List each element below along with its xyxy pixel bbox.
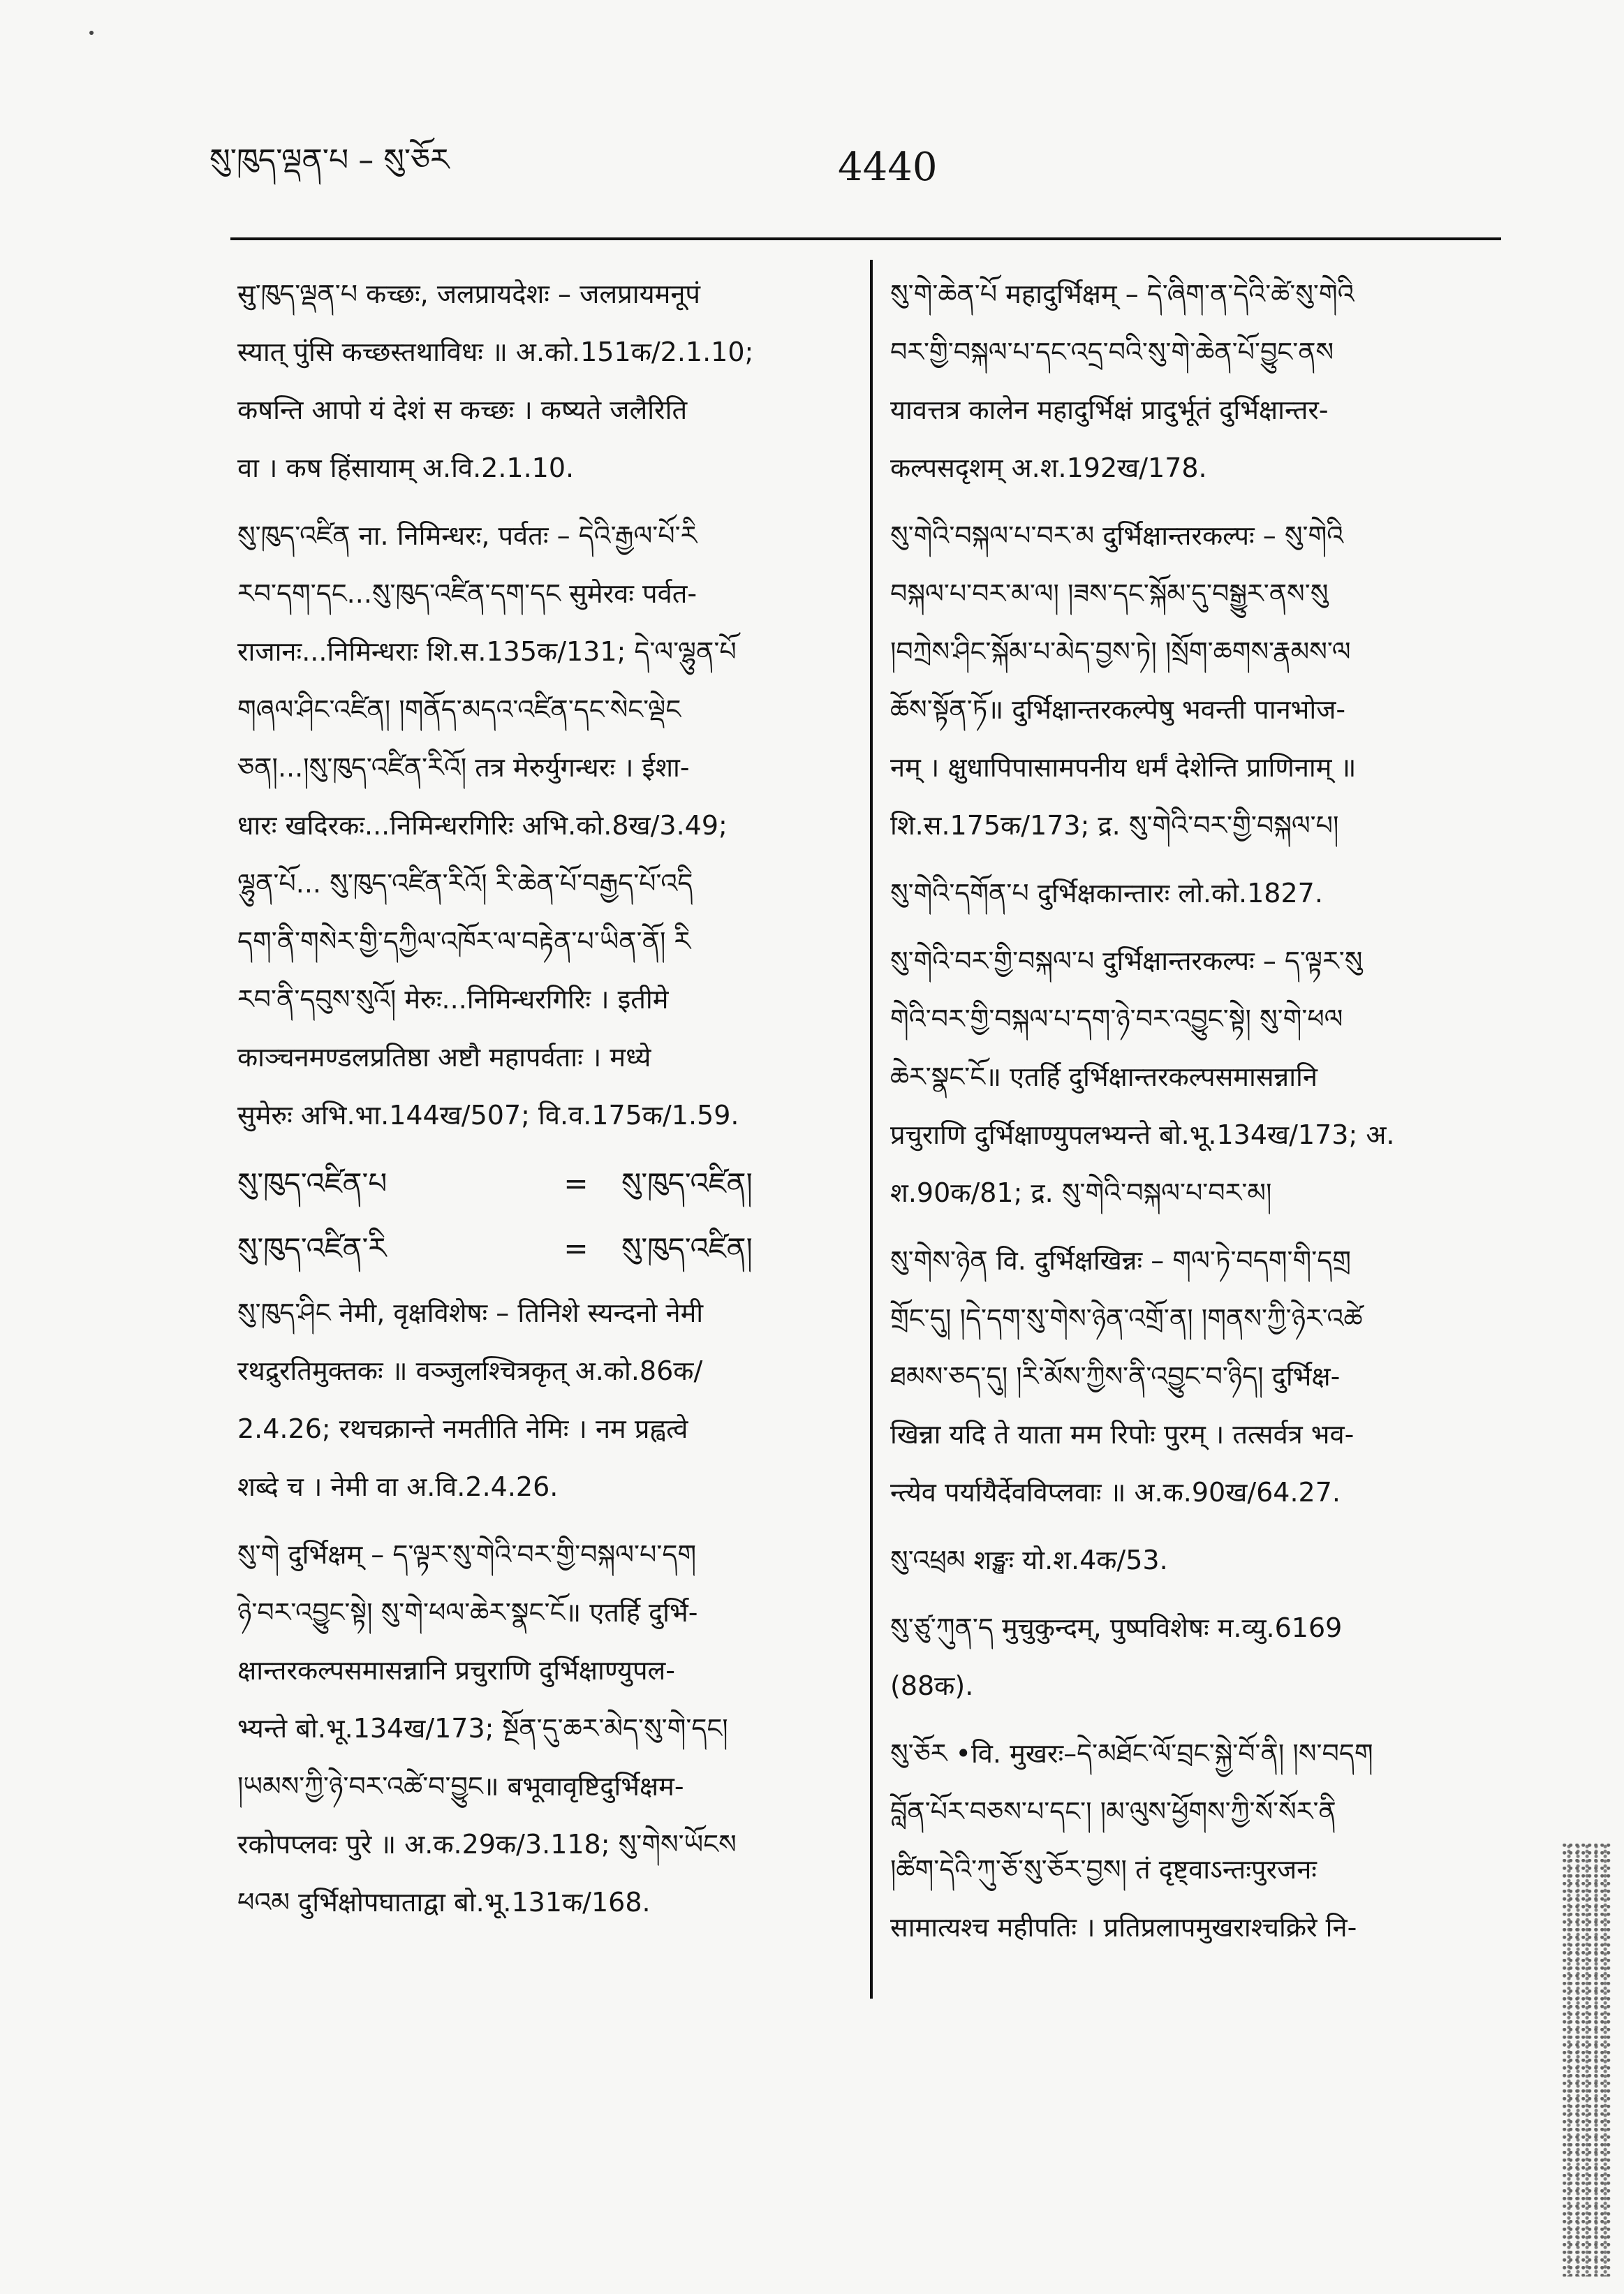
- dictionary-entry: [890, 1232, 1498, 1522]
- page-number: 4440: [838, 145, 938, 190]
- cross-reference-sign: =: [563, 1231, 589, 1265]
- entry-line: ཅན།...།སུ་ཁུད་འཛིན་རིའོ། तत्र मेरुर्युगन्धरः । ईशा-: [237, 752, 690, 783]
- entry-line: कषन्ति आपो यं देशं स कच्छः । कष्यते जलैरिति: [237, 395, 688, 425]
- entry-line: དག་ནི་གསེར་གྱི་དཀྱིལ་འཁོར་ལ་བརྟེན་པ་ཡིན་ནོ། རི: [237, 926, 691, 957]
- entry-line: ཆོས་སྟོན་ཏོ॥ दुर्भिक्षान्तरकल्पेषु भवन्ती पानभोज-: [890, 694, 1346, 725]
- left-column: [237, 265, 838, 1941]
- cross-reference-term: སུ་ཁུད་འཛིན་རི: [237, 1231, 387, 1265]
- cross-reference-sign: =: [563, 1166, 589, 1200]
- dictionary-entry: [890, 265, 1498, 497]
- entry-line: སུ་ཁུད་ཤིང नेमी, वृक्षविशेषः – तिनिशे स्यन्दनो नेमी: [237, 1297, 704, 1328]
- entry-line: བློན་པོར་བཅས་པ་དང་། །མ་ལུས་ཕྱོགས་ཀྱི་སོ་སོར་ནི: [890, 1796, 1336, 1827]
- cross-reference-row: [237, 1154, 838, 1212]
- entry-line: शब्दे च । नेमी वा अ.वि.2.4.26.: [237, 1471, 559, 1502]
- entry-line: །ཚིག་དེའི་ཀུ་ཅོ་སུ་ཅོར་བྱས། तं दृष्ट्वाऽन्तःपुरजनः: [890, 1854, 1317, 1885]
- dictionary-entry: [890, 1725, 1498, 1957]
- entry-line: क्षान्तरकल्पसमासन्नानि प्रचुराणि दुर्भिक्षाण्युपल-: [237, 1655, 676, 1686]
- column-divider: [870, 260, 873, 1999]
- entry-line: काञ्चनमण्डलप्रतिष्ठा अष्टौ महापर्वताः । मध्ये: [237, 1042, 651, 1073]
- entry-line: སུ་ཙུ་ཀུན་ད मुचुकुन्दम्, पुष्पविशेषः म.व्यु.6169: [890, 1612, 1343, 1643]
- dictionary-entry: [237, 1284, 838, 1516]
- entry-line: कल्पसदृशम् अ.श.192ख/178.: [890, 453, 1207, 483]
- entry-line: སུ་གེའི་དགོན་པ दुर्भिक्षकान्तारः लो.को.1827.: [890, 878, 1323, 909]
- entry-line: ཐམས་ཅད་དུ། །རི་མོས་ཀྱིས་ནི་འབྱུང་བ་ཉིད། दुर्भिक्ष-: [890, 1361, 1341, 1392]
- speck-mark: [89, 31, 94, 35]
- page-edge-speckle: [1563, 1844, 1611, 2277]
- right-column: [890, 265, 1498, 1966]
- cross-reference-target: སུ་ཁུད་འཛིན།: [621, 1231, 753, 1265]
- dictionary-entry: [890, 932, 1498, 1222]
- entry-line: སུ་གེ दुर्भिक्षम् – ད་ལྟར་སུ་གེའི་བར་གྱི་བསྐལ་པ་དག: [237, 1539, 697, 1570]
- entry-line: राजानः...निमिन्धराः शि.स.135क/131; དེ་ལ་ལྷུན་པོ: [237, 636, 737, 667]
- dictionary-entry: [890, 1531, 1498, 1589]
- entry-line: ཆེར་སྣང་ངོ॥ एतर्हि दुर्भिक्षान्तरकल्पसमासन्नानि: [890, 1061, 1317, 1092]
- entry-line: བསྐལ་པ་བར་མ་ལ། །ཟས་དང་སྐོམ་དུ་བསྒྱུར་ནས་སུ: [890, 578, 1329, 609]
- entry-line: शि.स.175क/173; द्र. སུ་གེའི་བར་གྱི་བསྐལ་པ།: [890, 810, 1339, 841]
- cross-reference-term: སུ་ཁུད་འཛིན་པ: [237, 1166, 387, 1200]
- entry-line: གྲོང་དུ། །དེ་དག་སུ་གེས་ཉེན་འགྲོ་ན། །གནས་ཀྱི་ཉེར་འཚེ: [890, 1303, 1363, 1334]
- dictionary-entry: [890, 1599, 1498, 1715]
- entry-line: (88क).: [890, 1670, 974, 1701]
- entry-line: श.90क/81; द्र. སུ་གེའི་བསྐལ་པ་བར་མ།: [890, 1177, 1272, 1208]
- entry-line: སུ་ཅོར •वि. मुखरः–དེ་མཐོང་ལོ་བྲང་སྐྱེ་བོ་ནི། །ས་བདག: [890, 1738, 1373, 1769]
- header-rule: [230, 237, 1501, 240]
- entry-line: ཕའམ दुर्भिक्षोपघाताद्वा बो.भू.131क/168.: [237, 1887, 651, 1918]
- entry-line: སུ་གེའི་བར་གྱི་བསྐལ་པ दुर्भिक्षान्तरकल्पः – ད་ལྟར་སུ: [890, 946, 1363, 976]
- entry-line: रथद्रुरतिमुक्तकः ॥ वञ्जुलश्चित्रकृत् अ.को.86क/: [237, 1355, 703, 1386]
- entry-line: भ्यन्ते बो.भू.134ख/173; སྔོན་དུ་ཆར་མེད་སུ་གེ་དང།: [237, 1713, 728, 1744]
- entry-line: खिन्ना यदि ते याता मम रिपोः पुरम् । तत्सर्वत्र भव-: [890, 1419, 1354, 1450]
- entry-line: सामात्यश्च महीपतिः । प्रतिप्रलापमुखराश्चक्रिरे नि-: [890, 1912, 1357, 1943]
- dictionary-entry: [890, 865, 1498, 922]
- entry-line: སུ་ཁུད་འཛིན ना. निमिन्धरः, पर्वतः – དེའི་རྒྱལ་པོ་རི: [237, 520, 697, 551]
- entry-line: धारः खदिरकः...निमिन्धरगिरिः अभि.को.8ख/3.49;: [237, 810, 728, 841]
- dictionary-entry: [237, 265, 838, 497]
- entry-line: གེའི་བར་གྱི་བསྐལ་པ་དག་ཉེ་བར་འབྱུང་སྟེ། སུ་གེ་ཕལ: [890, 1003, 1343, 1034]
- entry-line: ཉེ་བར་འབྱུང་སྟེ། སུ་གེ་ཕལ་ཆེར་སྣང་ངོ॥ एतर्हि दुर्भि-: [237, 1597, 698, 1628]
- entry-line: न्त्येव पर्यायैर्देवविप्लवाः ॥ अ.क.90ख/64.27.: [890, 1477, 1341, 1508]
- entry-line: प्रचुराणि दुर्भिक्षाण्युपलभ्यन्ते बो.भू.134ख/173; अ.: [890, 1119, 1395, 1150]
- entry-line: སུ་འཕྲམ शङ्खः यो.श.4क/53.: [890, 1545, 1168, 1575]
- entry-line: स्यात् पुंसि कच्छस्तथाविधः ॥ अ.को.151क/2.1.10;: [237, 337, 754, 367]
- entry-line: །ཡམས་ཀྱི་ཉེ་བར་འཚེ་བ་བྱུང॥ बभूवावृष्टिदुर्भिक्षम-: [237, 1771, 684, 1802]
- cross-reference-target: སུ་ཁུད་འཛིན།: [621, 1166, 753, 1200]
- entry-line: སུ་གེའི་བསྐལ་པ་བར་མ दुर्भिक्षान्तरकल्पः – སུ་གེའི: [890, 520, 1344, 551]
- entry-line: སུ་གེས་ཉེན वि. दुर्भिक्षखिन्नः – གལ་ཏེ་བདག་གི་དགྲ: [890, 1245, 1351, 1276]
- entry-line: वा । कष हिंसायाम् अ.वि.2.1.10.: [237, 453, 575, 483]
- entry-line: सु་ཁུད་ལྡན་པ कच्छः, जलप्रायदेशः – जलप्रायमनूपं: [237, 279, 701, 309]
- entry-line: སུ་གེ་ཆེན་པོ महादुर्भिक्षम् – དེ་ཞིག་ན་དེའི་ཚེ་སུ་གེའི: [890, 279, 1354, 309]
- entry-line: རབ་ནི་དབུས་སུའོ། मेरुः...निमिन्धरगिरिः । इतीमे: [237, 984, 669, 1015]
- dictionary-entry: [237, 507, 838, 1145]
- entry-line: सुमेरुः अभि.भा.144ख/507; वि.व.175क/1.59.: [237, 1100, 739, 1131]
- entry-line: ལྷུན་པོ... སུ་ཁུད་འཛིན་རིའོ། རི་ཆེན་པོ་བརྒྱད་པོ་འདི: [237, 868, 693, 899]
- dictionary-entry: [237, 1526, 838, 1932]
- entry-line: रकोपप्लवः पुरे ॥ अ.क.29क/3.118; སུ་གེས་ཡོངས: [237, 1829, 737, 1860]
- entry-line: རབ་དག་དང...སུ་ཁུད་འཛིན་དག་དང सुमेरवः पर्वत-: [237, 578, 697, 609]
- cross-reference-row: [237, 1219, 838, 1277]
- running-head: སུ་ཁུད་ལྡན་པ – སུ་ཅོར: [209, 142, 450, 178]
- dictionary-entry: [890, 507, 1498, 855]
- entry-line: བར་གྱི་བསྐལ་པ་དང་འདྲ་བའི་སུ་གེ་ཆེན་པོ་བྱུང་ནས: [890, 337, 1334, 367]
- entry-line: གཞལ་ཤིང་འཛིན། །གནོད་མདའ་འཛིན་དང་སེང་ལྡེང: [237, 694, 681, 725]
- entry-line: 2.4.26; रथचक्रान्ते नमतीति नेमिः । नम प्रह्वत्वे: [237, 1413, 688, 1444]
- entry-line: །བཀྲེས་ཤིང་སྐོམ་པ་མེད་བྱས་ཏེ། །སྲོག་ཆགས་རྣམས་ལ: [890, 636, 1351, 667]
- entry-line: नम् । क्षुधापिपासामपनीय धर्मं देशेन्ति प्राणिनाम् ॥: [890, 752, 1357, 783]
- entry-line: यावत्तत्र कालेन महादुर्भिक्षं प्रादुर्भूतं दुर्भिक्षान्तर-: [890, 395, 1329, 425]
